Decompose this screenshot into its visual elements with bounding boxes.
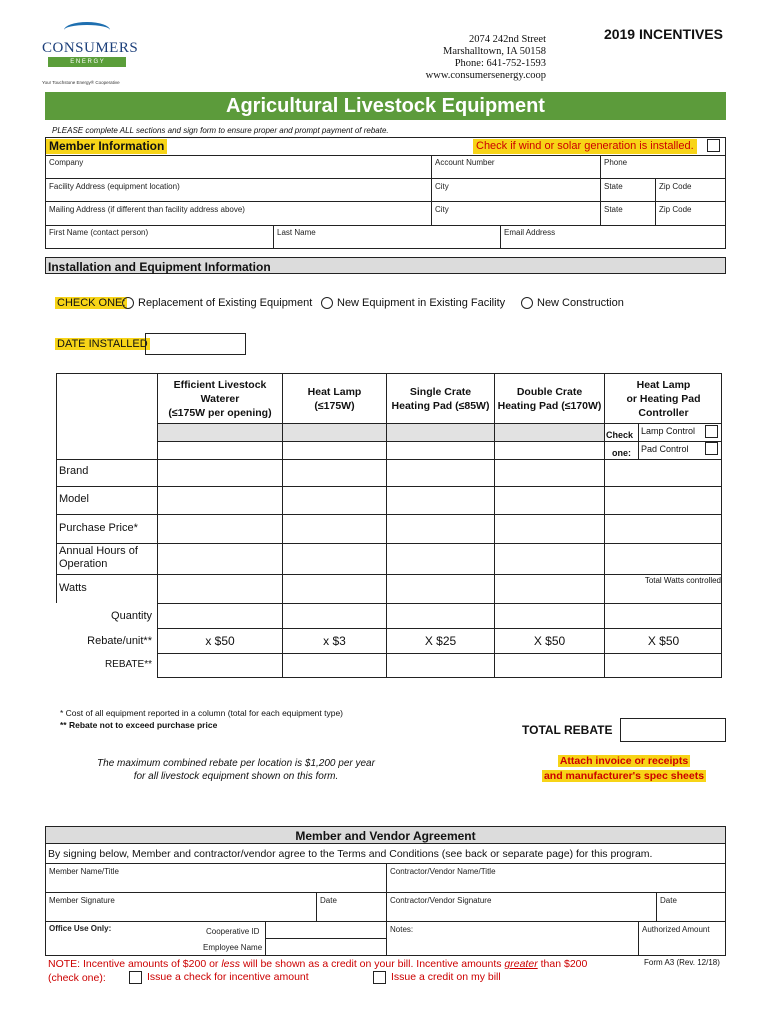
notes-field[interactable]: Notes: (390, 925, 414, 934)
member-name-field[interactable]: Member Name/Title (49, 867, 119, 876)
col-header-line: (≤175W) (314, 400, 355, 412)
zip-field[interactable]: Zip Code (659, 182, 692, 191)
rebate-note: ** Rebate not to exceed purchase price (60, 720, 218, 730)
col-header-line: Efficient Livestock (173, 379, 267, 391)
vendor-date-field[interactable]: Date (660, 896, 677, 905)
col-header-line: Double Crate (516, 386, 583, 398)
state-field[interactable]: State (604, 182, 623, 191)
col-divider (386, 863, 387, 956)
footer-note-part: will be shown as a credit on your bill. Incentive amounts (240, 958, 505, 970)
logo-arc (64, 22, 110, 38)
total-rebate-label: TOTAL REBATE (522, 723, 613, 737)
radio-icon[interactable] (122, 297, 134, 309)
date-installed-label: DATE INSTALLED (57, 338, 148, 350)
company-field[interactable]: Company (49, 158, 84, 167)
row-divider (56, 543, 722, 544)
address-line1: 2074 242nd Street (469, 34, 546, 45)
col-header-line: Heating Pad (≤85W) (391, 400, 490, 412)
rate-waterer: x $50 (205, 634, 235, 648)
address-line2: Marshalltown, IA 50158 (443, 46, 546, 57)
col-divider (273, 225, 274, 249)
max-rebate-line: for all livestock equipment shown on this form. (133, 771, 339, 782)
logo (42, 22, 139, 92)
lamp-control-checkbox[interactable] (705, 425, 718, 438)
row-label-annual-hours: Annual Hours of (59, 545, 138, 557)
address-block (420, 34, 546, 82)
rate-controller: X $50 (647, 634, 680, 648)
logo-tagline: Your Touchstone Energy® Cooperative (42, 80, 120, 85)
col-header-line: Waterer (200, 393, 240, 405)
total-watts-label: Total Watts controlled (644, 576, 721, 585)
col-divider (431, 155, 432, 225)
member-signature-field[interactable]: Member Signature (49, 896, 115, 905)
vendor-signature-field[interactable]: Contractor/Vendor Signature (390, 896, 492, 905)
col-divider (500, 225, 501, 249)
col-header-line: (≤175W per opening) (168, 407, 272, 419)
footer-note (48, 958, 587, 970)
mailing-address-field[interactable]: Mailing Address (if different than facility address above) (49, 205, 245, 214)
col-divider (386, 373, 387, 678)
office-use-label: Office Use Only: (49, 924, 112, 933)
authorized-amount-field[interactable]: Authorized Amount (642, 925, 710, 934)
col-header-line: Single Crate (409, 386, 472, 398)
col-header-line: or Heating Pad (626, 393, 701, 405)
option-new-construction[interactable] (521, 297, 624, 309)
logo-name: CONSUMERS (42, 40, 139, 56)
attach-line: and manufacturer's spec sheets (543, 770, 705, 782)
installation-heading-bar (45, 257, 726, 274)
row-divider (157, 653, 722, 654)
issue-check-checkbox[interactable] (129, 971, 142, 984)
col-divider (282, 373, 283, 678)
option-new-equipment-label: New Equipment in Existing Facility (337, 297, 506, 309)
row-divider (45, 225, 726, 226)
employee-name-label: Employee Name (203, 943, 263, 952)
member-info-heading: Member Information (46, 139, 167, 154)
wind-solar-checkbox[interactable] (707, 139, 720, 152)
total-rebate-input[interactable] (620, 718, 726, 742)
facility-address-field[interactable]: Facility Address (equipment location) (49, 182, 180, 191)
row-label-purchase-price: Purchase Price* (59, 522, 138, 534)
col-divider (316, 892, 317, 921)
agreement-heading-bar (45, 826, 726, 844)
installation-heading: Installation and Equipment Information (48, 260, 271, 274)
option-new-equipment[interactable] (321, 297, 505, 309)
row-label-brand: Brand (59, 465, 89, 477)
col-divider (600, 155, 601, 225)
mailing-state-field[interactable]: State (604, 205, 623, 214)
pad-control-label: Pad Control (641, 444, 689, 454)
col-header-line: Heat Lamp (636, 379, 691, 391)
instructions: PLEASE complete ALL sections and sign form to ensure proper and prompt payment of rebate. (52, 126, 389, 135)
footer-note-part: NOTE: Incentive amounts of $200 or (48, 958, 222, 970)
check-one-label: CHECK ONE: (57, 297, 126, 309)
first-name-field[interactable]: First Name (contact person) (49, 228, 149, 237)
rate-single-crate: X $25 (424, 634, 457, 648)
logo-sub: E N E R G Y (48, 57, 126, 67)
controller-check-label (606, 426, 633, 462)
row-label-operation: Operation (59, 558, 108, 570)
page-title: Agricultural Livestock Equipment (226, 95, 545, 117)
date-installed-input[interactable] (145, 333, 246, 355)
row-divider (157, 628, 722, 629)
col-divider (265, 921, 266, 956)
max-rebate-note (90, 757, 382, 783)
radio-icon[interactable] (321, 297, 333, 309)
rebate-unit-label: Rebate/unit** (87, 635, 152, 647)
city-field[interactable]: City (435, 182, 449, 191)
option-new-construction-label: New Construction (537, 297, 624, 309)
option-replacement-label: Replacement of Existing Equipment (138, 297, 313, 309)
radio-icon[interactable] (521, 297, 533, 309)
col-header-line: Heat Lamp (307, 386, 362, 398)
issue-credit-checkbox[interactable] (373, 971, 386, 984)
mailing-city-field[interactable]: City (435, 205, 449, 214)
row-divider (157, 603, 722, 604)
col-header-single-crate (387, 385, 494, 413)
agreement-heading: Member and Vendor Agreement (295, 829, 476, 843)
row-divider (157, 423, 722, 424)
attach-line: Attach invoice or receipts (559, 755, 689, 767)
col-header-line: Controller (638, 407, 689, 419)
rate-heat-lamp: x $3 (323, 634, 346, 648)
row-divider (56, 486, 722, 487)
rate-double-crate: X $50 (533, 634, 566, 648)
program-year: 2019 INCENTIVES (603, 26, 723, 42)
issue-credit-label: Issue a credit on my bill (391, 971, 501, 983)
footer-note-part: than $200 (537, 958, 588, 970)
option-replacement[interactable] (122, 297, 312, 309)
row-divider (45, 178, 726, 179)
col-divider (494, 373, 495, 678)
check-word: Check (606, 430, 634, 440)
max-rebate-line: The maximum combined rebate per location is $1,200 per year (97, 758, 375, 769)
col-header-double-crate (495, 385, 604, 413)
col-header-waterer (158, 378, 282, 420)
row-label-watts: Watts (59, 582, 87, 594)
form-id: Form A3 (Rev. 12/18) (644, 958, 720, 967)
phone-field[interactable]: Phone (604, 158, 628, 167)
col-header-line: Heating Pad (≤170W) (497, 400, 602, 412)
wind-solar-label: Check if wind or solar generation is installed. (473, 139, 697, 154)
rebate-label: REBATE** (104, 659, 152, 670)
col-divider (638, 921, 639, 956)
attach-note (540, 754, 708, 784)
pad-control-checkbox[interactable] (705, 442, 718, 455)
pad-control-option (641, 444, 689, 454)
vendor-name-field[interactable]: Contractor/Vendor Name/Title (390, 867, 496, 876)
quantity-label: Quantity (111, 610, 152, 622)
row-divider (45, 201, 726, 202)
mailing-zip-field[interactable]: Zip Code (659, 205, 692, 214)
website-line: www.consumersenergy.coop (425, 70, 546, 81)
row-divider (56, 574, 722, 575)
issue-check-label: Issue a check for incentive amount (147, 971, 309, 983)
install-type-row (55, 297, 127, 309)
footer-note-greater: greater (504, 958, 538, 970)
footer-note-less: less (221, 958, 241, 970)
row-divider (45, 155, 726, 156)
coop-id-label: Cooperative ID (206, 927, 260, 936)
col-divider (655, 178, 656, 225)
member-date-field[interactable]: Date (320, 896, 337, 905)
row-label-model: Model (59, 493, 89, 505)
row-divider (265, 938, 386, 939)
account-number-field[interactable]: Account Number (435, 158, 495, 167)
last-name-field[interactable]: Last Name (277, 228, 316, 237)
col-divider (656, 892, 657, 921)
row-divider (157, 441, 604, 442)
phone-line: Phone: 641-752-1593 (454, 58, 546, 69)
col-header-controller (605, 378, 722, 420)
cost-note: * Cost of all equipment reported in a column (total for each equipment type) (60, 708, 344, 718)
email-field[interactable]: Email Address (504, 228, 556, 237)
agreement-statement: By signing below, Member and contractor/vendor agree to the Terms and Conditions (see back or separate page) for this program. (48, 848, 653, 860)
lamp-control-label: Lamp Control (641, 426, 696, 436)
col-header-heat-lamp (283, 385, 386, 413)
lamp-control-option (641, 426, 695, 436)
row-divider (56, 514, 722, 515)
footer-check-one: (check one): (48, 972, 106, 984)
one-word: one: (612, 448, 631, 458)
table-gray-row (157, 423, 604, 441)
title-bar (45, 92, 726, 120)
